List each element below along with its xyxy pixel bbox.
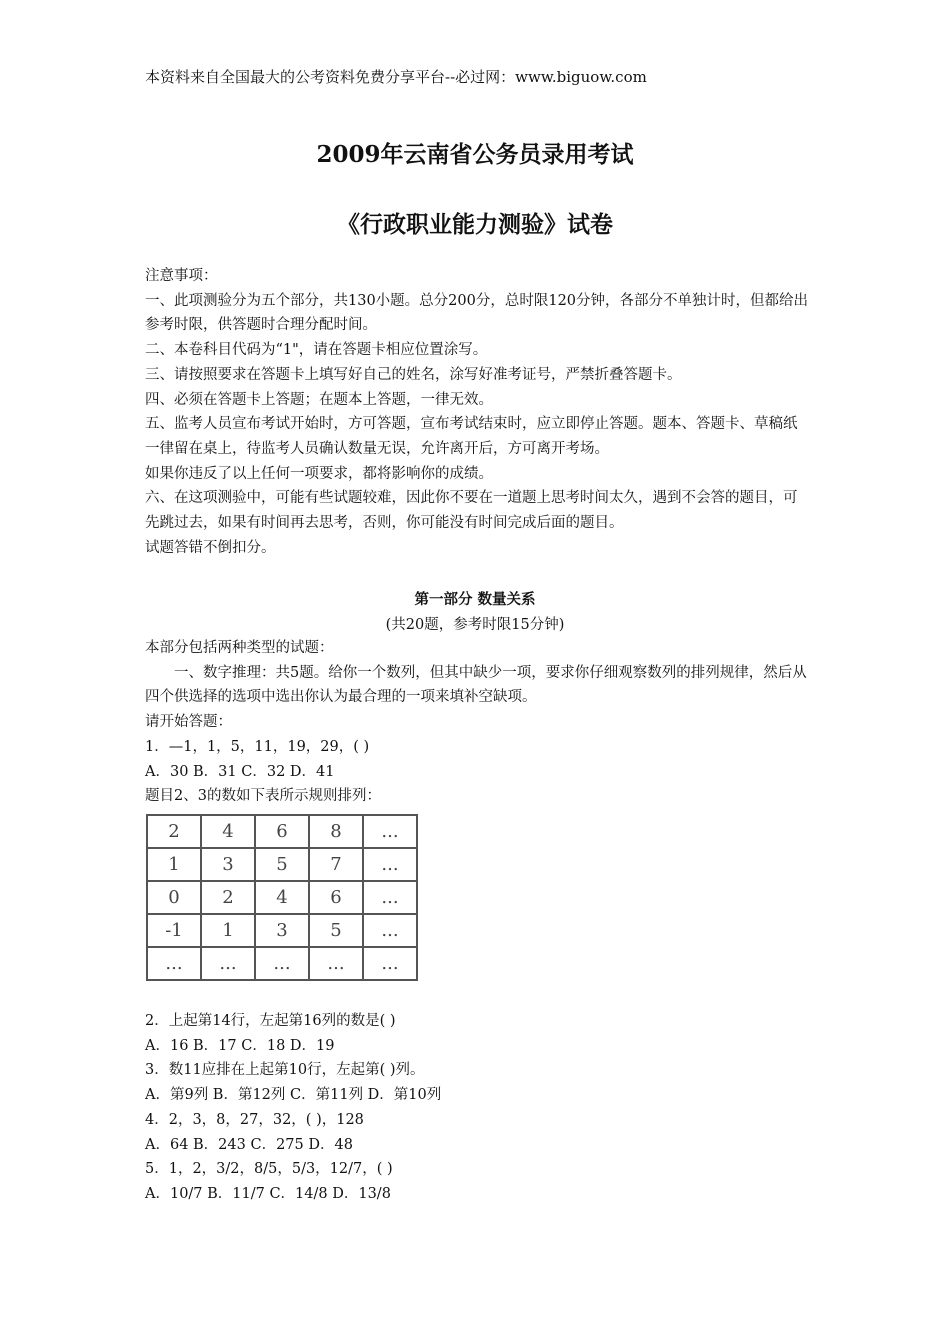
table-row: [147, 881, 417, 914]
question-1-options: A．30 B．31 C．32 D．41: [145, 763, 335, 780]
question-5-options: A．10/7 B．11/7 C．14/8 D．13/8: [145, 1185, 391, 1202]
section-intro: 本部分包括两种类型的试题：: [145, 640, 334, 656]
table-cell: ...: [309, 947, 363, 980]
table-cell: ...: [363, 914, 417, 947]
table-cell: ...: [363, 881, 417, 914]
question-1: 1．—1，1，5，11，19，29，( ): [145, 738, 370, 755]
table-cell: 8: [309, 815, 363, 848]
section-intro-block: [145, 636, 810, 809]
source-header: 本资料来自全国最大的公考资料免费分享平台--必过网：www.biguow.com: [145, 68, 647, 86]
note-2: 二、本卷科目代码为“1"，请在答题卡相应位置涂写。: [145, 342, 488, 359]
table-cell: 6: [309, 881, 363, 914]
table-cell: 7: [309, 848, 363, 881]
table-cell: 0: [147, 881, 201, 914]
table-row: [147, 815, 417, 848]
section-title: 第一部分 数量关系: [414, 591, 536, 608]
table-cell: 4: [201, 815, 255, 848]
table-cell: -1: [147, 914, 201, 947]
table-cell: ...: [255, 947, 309, 980]
table-cell: 3: [201, 848, 255, 881]
note-warning: 如果你违反了以上任何一项要求，都将影响你的成绩。: [145, 465, 493, 482]
question-2-options: A．16 B．17 C．18 D．19: [145, 1037, 335, 1054]
table-row: [147, 947, 417, 980]
table-cell: 1: [147, 848, 201, 881]
question-5: 5．1，2，3/2，8/5，5/3，12/7，( ): [145, 1161, 393, 1178]
table-cell: 6: [255, 815, 309, 848]
note-no-penalty: 试题答错不倒扣分。: [145, 539, 276, 556]
table-cell: ...: [201, 947, 255, 980]
note-3: 三、请按照要求在答题卡上填写好自己的姓名，涂写好准考证号，严禁折叠答题卡。: [145, 366, 682, 383]
note-4: 四、必须在答题卡上答题；在题本上答题，一律无效。: [145, 391, 493, 408]
questions-block: [145, 1009, 810, 1207]
table-cell: 5: [255, 848, 309, 881]
exam-subtitle: 《行政职业能力测验》试卷: [337, 211, 613, 238]
table-intro: 题目2、3的数如下表所示规则排列：: [145, 788, 381, 805]
table-cell: 3: [255, 914, 309, 947]
table-cell: 1: [201, 914, 255, 947]
table-cell: ...: [363, 815, 417, 848]
table-row: [147, 848, 417, 881]
table-cell: ...: [363, 947, 417, 980]
table-cell: 2: [201, 881, 255, 914]
exam-title: 2009年云南省公务员录用考试: [316, 141, 634, 168]
note-5: 五、监考人员宣布考试开始时，方可答题，宣布考试结束时，应立即停止答题。题本、答题卡、草稿纸一律留在桌上，待监考人员确认数量无误，允许离开后，方可离开考场。: [145, 416, 798, 457]
table-cell: 5: [309, 914, 363, 947]
question-4: 4．2，3，8，27，32，( )，128: [145, 1111, 364, 1128]
note-1: 一、此项测验分为五个部分，共130小题。总分200分，总时限120分钟，各部分不单独计时，但都给出参考时限，供答题时合理分配时间。: [145, 292, 809, 334]
question-2: 2．上起第14行，左起第16列的数是( ): [145, 1013, 396, 1029]
start-prompt: 请开始答题：: [145, 714, 232, 731]
notes-block: [145, 264, 810, 560]
section-subtitle: (共20题，参考时限15分钟): [385, 617, 565, 633]
table-cell: 2: [147, 815, 201, 848]
table-cell: ...: [363, 848, 417, 881]
table-row: [147, 914, 417, 947]
question-4-options: A．64 B．243 C．275 D．48: [145, 1136, 353, 1153]
section-instruction: 一、数字推理：共5题。给你一个数列，但其中缺少一项，要求你仔细观察数列的排列规律，然后从四个供选择的选项中选出你认为最合理的一项来填补空缺项。: [145, 664, 807, 706]
table-cell: ...: [147, 947, 201, 980]
note-6: 六、在这项测验中，可能有些试题较难，因此你不要在一道题上思考时间太久，遇到不会答的题目，可先跳过去，如果有时间再去思考，否则，你可能没有时间完成后面的题目。: [145, 490, 798, 532]
question-3-options: A．第9列 B．第12列 C．第11列 D．第10列: [145, 1087, 442, 1104]
question-3: 3．数11应排在上起第10行，左起第( )列。: [145, 1062, 425, 1079]
notes-heading: 注意事项：: [145, 268, 218, 284]
number-grid-table: [146, 814, 418, 981]
table-cell: 4: [255, 881, 309, 914]
